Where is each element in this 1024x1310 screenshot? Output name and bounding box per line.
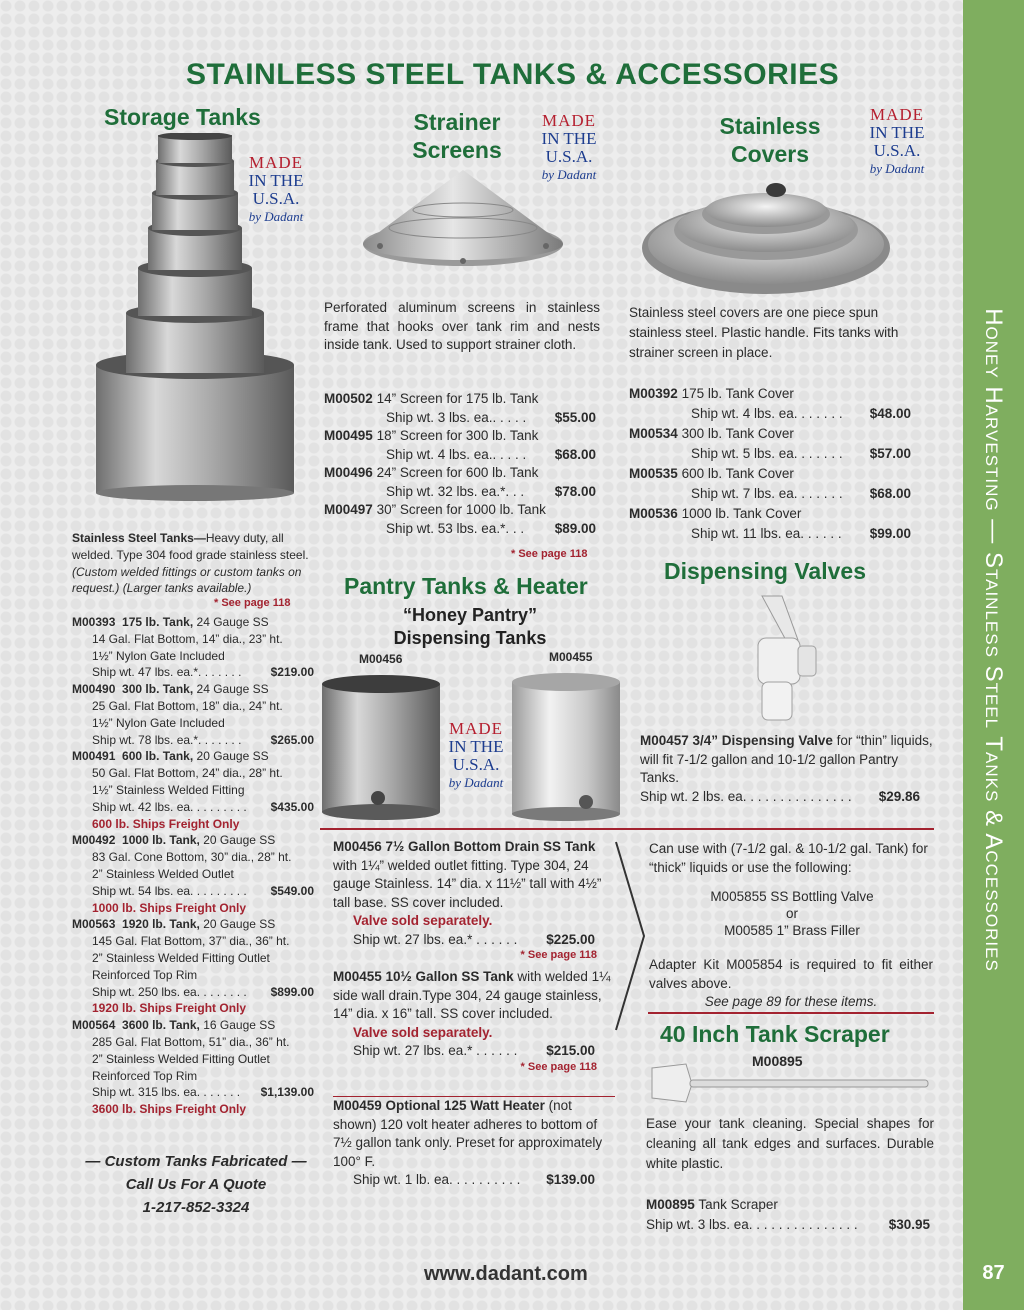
storage-product-list xyxy=(72,614,314,1118)
strainer-description: Perforated aluminum screens in stainless frame that hooks over tank rim and nests inside tank. Used to support strainer cloth. xyxy=(324,300,600,352)
strainer-screen-item: M00497 30” Screen for 1000 lb. Tank Ship wt. 53 lbs. ea.*. . . $89.00 xyxy=(324,502,596,536)
strainer-screen-item: M00496 24” Screen for 600 lb. Tank Ship wt. 32 lbs. ea.*. . . $78.00 xyxy=(324,465,596,499)
page-number: 87 xyxy=(982,1262,1005,1284)
stainless-cover-item: M00392 175 lb. Tank Cover Ship wt. 4 lbs. ea. . . . . . . $48.00 xyxy=(629,386,911,421)
storage-tank-item: M00492 1000 lb. Tank, 20 Gauge SS 83 Gal. Cone Bottom, 30” dia., 28” ht. 2” Stainless Welded Outlet Ship wt. 54 lbs. ea. . . . . . . . . $549.00 1000 lb. Ships Freight Only xyxy=(72,833,314,915)
covers-description: Stainless steel covers are one piece spun stainless steel. Plastic handle. Fits tanks with strainer screen in place. xyxy=(629,305,899,360)
pantry-heading: Pantry Tanks & Heater xyxy=(344,573,588,599)
storage-tank-item: M00393 175 lb. Tank, 24 Gauge SS 14 Gal. Flat Bottom, 14” dia., 23” ht. 1½” Nylon Gate Included Ship wt. 47 lbs. ea.*. . . . . . . $219.00 xyxy=(72,615,314,680)
stainless-cover-item: M00534 300 lb. Tank Cover Ship wt. 5 lbs. ea. . . . . . . $57.00 xyxy=(629,426,911,461)
strainer-heading: Strainer Screens xyxy=(412,109,502,163)
made-in-usa-badge: MADE IN THE U.S.A. by Dadant xyxy=(541,111,597,182)
pantry-tank-label-m00456: M00456 xyxy=(359,652,403,666)
pantry-tank-image-m00455 xyxy=(508,670,624,822)
made-in-usa-badge: MADE IN THE U.S.A. by Dadant xyxy=(248,153,304,224)
page-title: STAINLESS STEEL TANKS & ACCESSORIES xyxy=(186,58,840,91)
website-footer: www.dadant.com xyxy=(424,1263,588,1285)
adapter-note: Adapter Kit M005854 is required to fit either valves above. See page 89 for these items. xyxy=(649,957,933,1009)
chevron-right-icon xyxy=(612,840,648,1032)
storage-see-page: * See page 118 xyxy=(214,597,291,609)
pantry-tank-label-m00455: M00455 xyxy=(549,650,593,664)
pantry-item-m00455: M00455 10½ Gallon SS Tank with welded 1¼ side wall drain.Type 304, 24 gauge stainless, 14” dia. x 16” tall. SS cover included. Valve sold separately. Ship wt. 27 lbs. ea.* . . . . . . $215.00 * See page 118 xyxy=(333,969,611,1073)
storage-tank-item: M00564 3600 lb. Tank, 16 Gauge SS 285 Gal. Flat Bottom, 51” dia., 36” ht. 2” Stainless Welded Fitting Outlet Reinforced Top Rim Ship wt. 315 lbs. ea. . . . . . . $1,139.00 3600 lb. Ships Freight Only xyxy=(72,1018,314,1117)
storage-heading: Storage Tanks xyxy=(104,104,261,130)
strainer-product-list xyxy=(324,390,596,538)
strainer-screen-item: M00495 18” Screen for 300 lb. Tank Ship wt. 4 lbs. ea.. . . . . $68.00 xyxy=(324,428,596,462)
heater-item-m00459: M00459 Optional 125 Watt Heater (not shown) 120 volt heater adheres to bottom of 7½ gallon tank only. Preset for approximately 100° F. Ship wt. 1 lb. ea. . . . . . . . . . $139.00 xyxy=(333,1098,603,1187)
strainer-screen-image xyxy=(358,166,568,286)
stainless-covers-image xyxy=(638,176,894,298)
scraper-heading: 40 Inch Tank Scraper xyxy=(660,1021,890,1047)
tank-scraper-image xyxy=(648,1062,934,1106)
pantry-tank-image-m00456 xyxy=(318,672,444,822)
storage-tank-item: M00490 300 lb. Tank, 24 Gauge SS 25 Gal. Flat Bottom, 18” dia., 24” ht. 1½” Nylon Gate Included Ship wt. 78 lbs. ea.*. . . . . . . $265.00 xyxy=(72,682,314,747)
section-divider xyxy=(648,1012,934,1014)
stainless-cover-item: M00536 1000 lb. Tank Cover Ship wt. 11 lbs. ea. . . . . . $99.00 xyxy=(629,506,911,541)
custom-tanks-note: — Custom Tanks Fabricated — Call Us For A Quote 1-217-852-3324 xyxy=(85,1153,307,1216)
valve-item-m00457: M00457 3/4” Dispensing Valve for “thin” liquids, will fit 7-1/2 gallon and 10-1/2 gallon Pantry Tanks. Ship wt. 2 lbs. ea. . . . . . . . . . . . . . . $29.86 xyxy=(640,733,933,804)
made-in-usa-badge: MADE IN THE U.S.A. by Dadant xyxy=(448,719,504,790)
scraper-description: Ease your tank cleaning. Special shapes for cleaning all tank edges and surfaces. Durable white plastic. xyxy=(646,1116,934,1171)
scraper-code-label: M00895 xyxy=(752,1053,803,1069)
stainless-cover-item: M00535 600 lb. Tank Cover Ship wt. 7 lbs. ea. . . . . . . $68.00 xyxy=(629,466,911,501)
dispensing-valve-image xyxy=(748,590,820,726)
storage-tank-item: M00491 600 lb. Tank, 20 Gauge SS 50 Gal. Flat Bottom, 24” dia., 28” ht. 1½” Stainless Welded Fitting Ship wt. 42 lbs. ea. . . . . . . . . $435.00 600 lb. Ships Freight Only xyxy=(72,749,314,831)
strainer-see-page: * See page 118 xyxy=(511,548,588,560)
pantry-subheading: “Honey Pantry” Dispensing Tanks xyxy=(393,605,547,648)
scraper-item-m00895: M00895 Tank Scraper Ship wt. 3 lbs. ea. . . . . . . . . . . . . . . $30.95 xyxy=(646,1197,930,1232)
covers-product-list xyxy=(629,384,911,544)
storage-description: Stainless Steel Tanks—Heavy duty, all welded. Type 304 food grade stainless steel. (Custom welded fittings or custom tanks on request.) (Larger tanks available.) xyxy=(72,531,309,596)
sidebar-title: Honey Harvesting — Stainless Steel Tanks & Accessories xyxy=(980,308,1007,972)
valves-thick-intro: Can use with (7-1/2 gal. & 10-1/2 gal. Tank) for “thick” liquids or use the following: xyxy=(649,841,928,875)
valves-options: M005855 SS Bottling Valve or M00585 1” Brass Filler xyxy=(710,889,874,938)
section-divider xyxy=(320,828,934,830)
pantry-item-m00456: M00456 7½ Gallon Bottom Drain SS Tank with 1¼” welded outlet fitting. Type 304, 24 gauge Stainless. 14” dia. x 11½” tall with 4½” tall base. SS cover included. Valve sold separately. Ship wt. 27 lbs. ea.* . . . . . . $225.00 * See page 118 xyxy=(333,839,602,961)
valves-heading: Dispensing Valves xyxy=(664,558,866,584)
made-in-usa-badge: MADE IN THE U.S.A. by Dadant xyxy=(869,105,925,176)
strainer-screen-item: M00502 14” Screen for 175 lb. Tank Ship wt. 3 lbs. ea.. . . . . $55.00 xyxy=(324,391,596,425)
covers-heading: Stainless Covers xyxy=(719,113,821,167)
storage-tank-item: M00563 1920 lb. Tank, 20 Gauge SS 145 Gal. Flat Bottom, 37” dia., 36” ht. 2” Stainless Welded Fitting Outlet Reinforced Top Rim Ship wt. 250 lbs. ea. . . . . . . . $899.00 1920 lb. Ships Freight Only xyxy=(72,917,314,1016)
